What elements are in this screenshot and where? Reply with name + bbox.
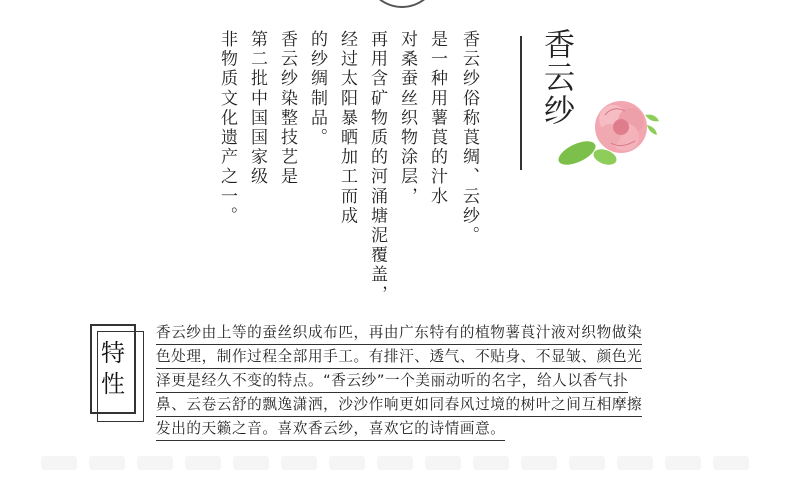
title-divider <box>520 36 522 170</box>
feature-description <box>156 322 716 442</box>
intro-column-6: 的纱绸制品。 <box>307 30 327 148</box>
intro-column-8: 第二批中国国家级 <box>247 30 267 187</box>
description-line-5: 发出的天籁之音。喜欢香云纱，喜欢它的诗情画意。 <box>156 418 505 441</box>
description-line-3: 泽更是经久不变的特点。“香云纱”一个美丽动听的名字，给人以香气扑 <box>156 370 628 393</box>
top-arc-decoration <box>365 0 439 8</box>
feature-label-box <box>90 324 136 414</box>
feature-label-char-1: 特 <box>101 339 125 367</box>
feature-label <box>92 338 134 400</box>
intro-column-4: 再用含矿物质的河涌塘泥覆盖， <box>367 30 387 305</box>
description-line-1: 香云纱由上等的蚕丝织成布匹，再由广东特有的植物薯莨汁液对织物做染 <box>156 322 642 345</box>
intro-column-2: 是一种用薯莨的汁水 <box>427 30 447 207</box>
description-line-4: 鼻、云卷云舒的飘逸潇洒，沙沙作响更如同春风过境的树叶之间互相摩擦 <box>156 394 642 417</box>
intro-column-9: 非物质文化遗产之一。 <box>217 30 237 226</box>
intro-column-1: 香云纱俗称莨绸、云纱。 <box>459 30 479 246</box>
page-title: 香云纱 <box>538 28 574 127</box>
intro-column-3: 对桑蚕丝织物涂层， <box>397 30 417 207</box>
intro-column-5: 经过太阳暴晒加工而成 <box>337 30 357 226</box>
intro-column-7: 香云纱染整技艺是 <box>277 30 297 187</box>
feature-label-char-2: 性 <box>101 370 125 398</box>
peony-flower-icon <box>555 95 665 175</box>
description-line-2: 色处理，制作过程全部用手工。有排汗、透气、不贴身、不显皱、颜色光 <box>156 346 642 369</box>
faint-bottom-decoration <box>0 456 790 478</box>
